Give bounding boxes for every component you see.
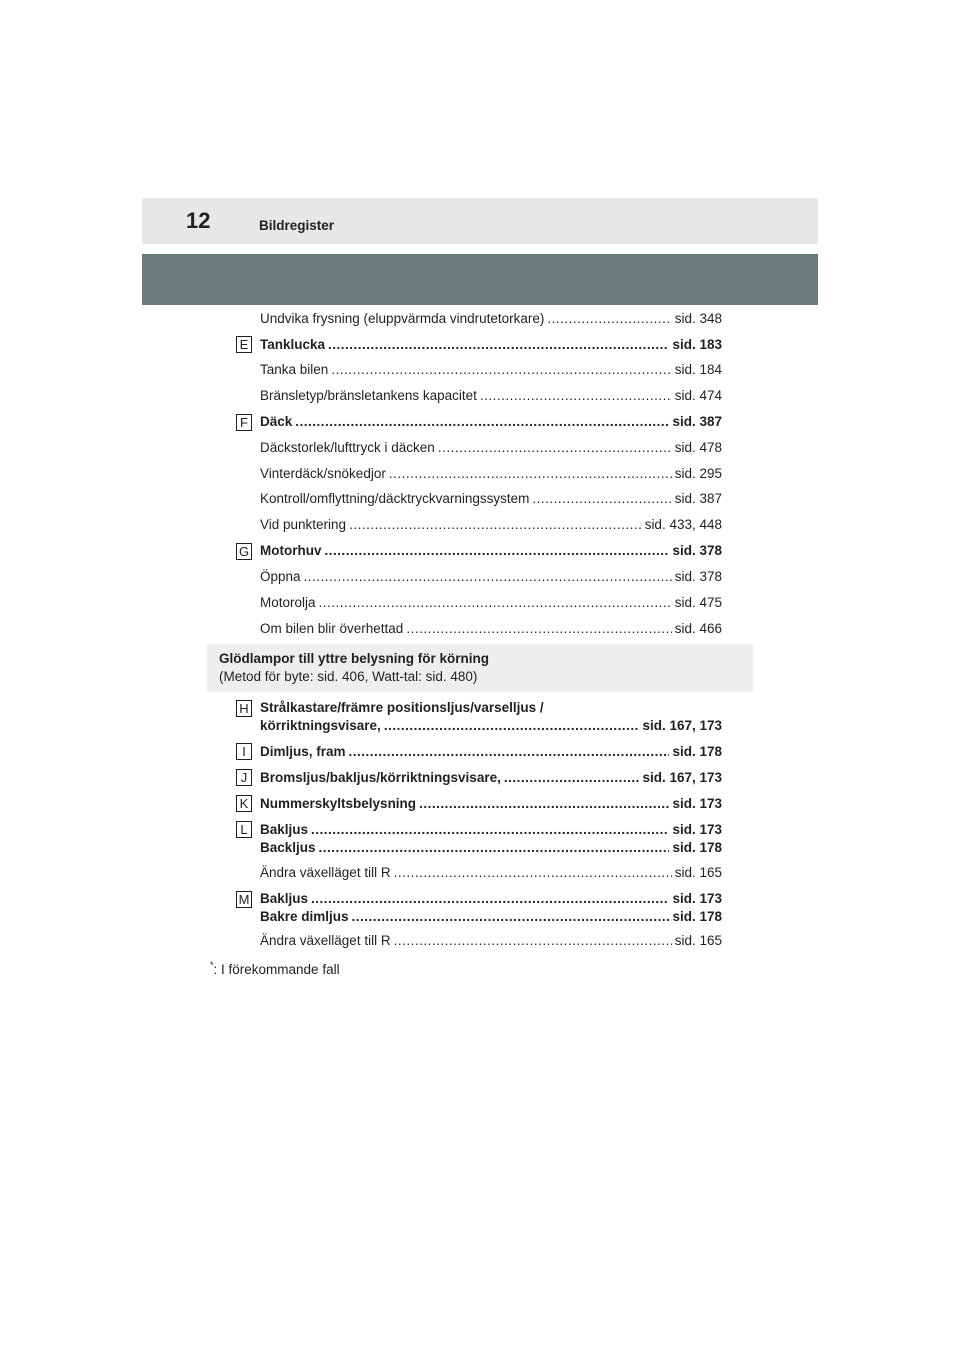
footnote-text: : I förekommande fall — [213, 962, 340, 977]
index-entry: Vinterdäck/snökedjor ..... sid. 295 — [260, 465, 722, 483]
section-title: Bildregister — [259, 218, 335, 233]
index-entry: Dimljus, fram ..... sid. 178 — [260, 743, 722, 761]
page-number: 12 — [186, 208, 211, 233]
bulbs-subtitle: (Metod för byte: sid. 406, Watt-tal: sid. 480) — [219, 669, 478, 684]
index-entry: Motorolja ..... sid. 475 — [260, 594, 722, 612]
callout-box-e: E — [236, 336, 252, 353]
index-entry: Bromsljus/bakljus/körriktningsvisare, ..... sid. 167, 173 — [260, 769, 722, 787]
index-entry: Däck ..... sid. 387 — [260, 413, 722, 431]
callout-box-h: H — [236, 700, 252, 717]
bulbs-title: Glödlampor till yttre belysning för körning — [219, 651, 490, 666]
callout-box-m: M — [236, 891, 252, 908]
index-entry: Ändra växelläget till R ..... sid. 165 — [260, 864, 722, 882]
callout-box-l: L — [236, 821, 252, 838]
index-entry: körriktningsvisare, ..... sid. 167, 173 — [260, 717, 722, 735]
callout-box-j: J — [236, 769, 252, 786]
bulbs-info-box — [207, 644, 753, 692]
index-entry: Nummerskyltsbelysning ..... sid. 173 — [260, 795, 722, 813]
index-entry: Bakljus ..... sid. 173 — [260, 890, 722, 908]
index-entry: Öppna ..... sid. 378 — [260, 568, 722, 586]
index-entry: Tanklucka ..... sid. 183 — [260, 336, 722, 354]
index-entry: Backljus ..... sid. 178 — [260, 839, 722, 857]
callout-box-i: I — [236, 743, 252, 760]
index-entry: Bränsletyp/bränsletankens kapacitet ..... sid. 474 — [260, 387, 722, 405]
header-bar — [142, 198, 818, 244]
index-entry: Bakljus ..... sid. 173 — [260, 821, 722, 839]
footnote-marker: * — [210, 960, 214, 970]
callout-box-k: K — [236, 795, 252, 812]
index-entry: Däckstorlek/lufttryck i däcken ..... sid. 478 — [260, 439, 722, 457]
index-entry: Undvika frysning (eluppvärmda vindrutetorkare) ..... sid. 348 — [260, 310, 722, 328]
index-entry: Om bilen blir överhettad ..... sid. 466 — [260, 620, 722, 638]
index-entry: Ändra växelläget till R ..... sid. 165 — [260, 932, 722, 950]
index-entry: Kontroll/omflyttning/däcktryckvarningssystem ..... sid. 387 — [260, 490, 722, 508]
footnote — [210, 956, 340, 979]
callout-box-f: F — [236, 414, 252, 431]
index-entry: Motorhuv ..... sid. 378 — [260, 542, 722, 560]
index-entry: Tanka bilen ..... sid. 184 — [260, 361, 722, 379]
header-band — [142, 254, 818, 305]
index-entry: Bakre dimljus ..... sid. 178 — [260, 908, 722, 926]
index-entry: Vid punktering ..... sid. 433, 448 — [260, 516, 722, 534]
index-entry-line: Strålkastare/främre positionsljus/varselljus / — [260, 700, 544, 715]
callout-box-g: G — [236, 543, 252, 560]
